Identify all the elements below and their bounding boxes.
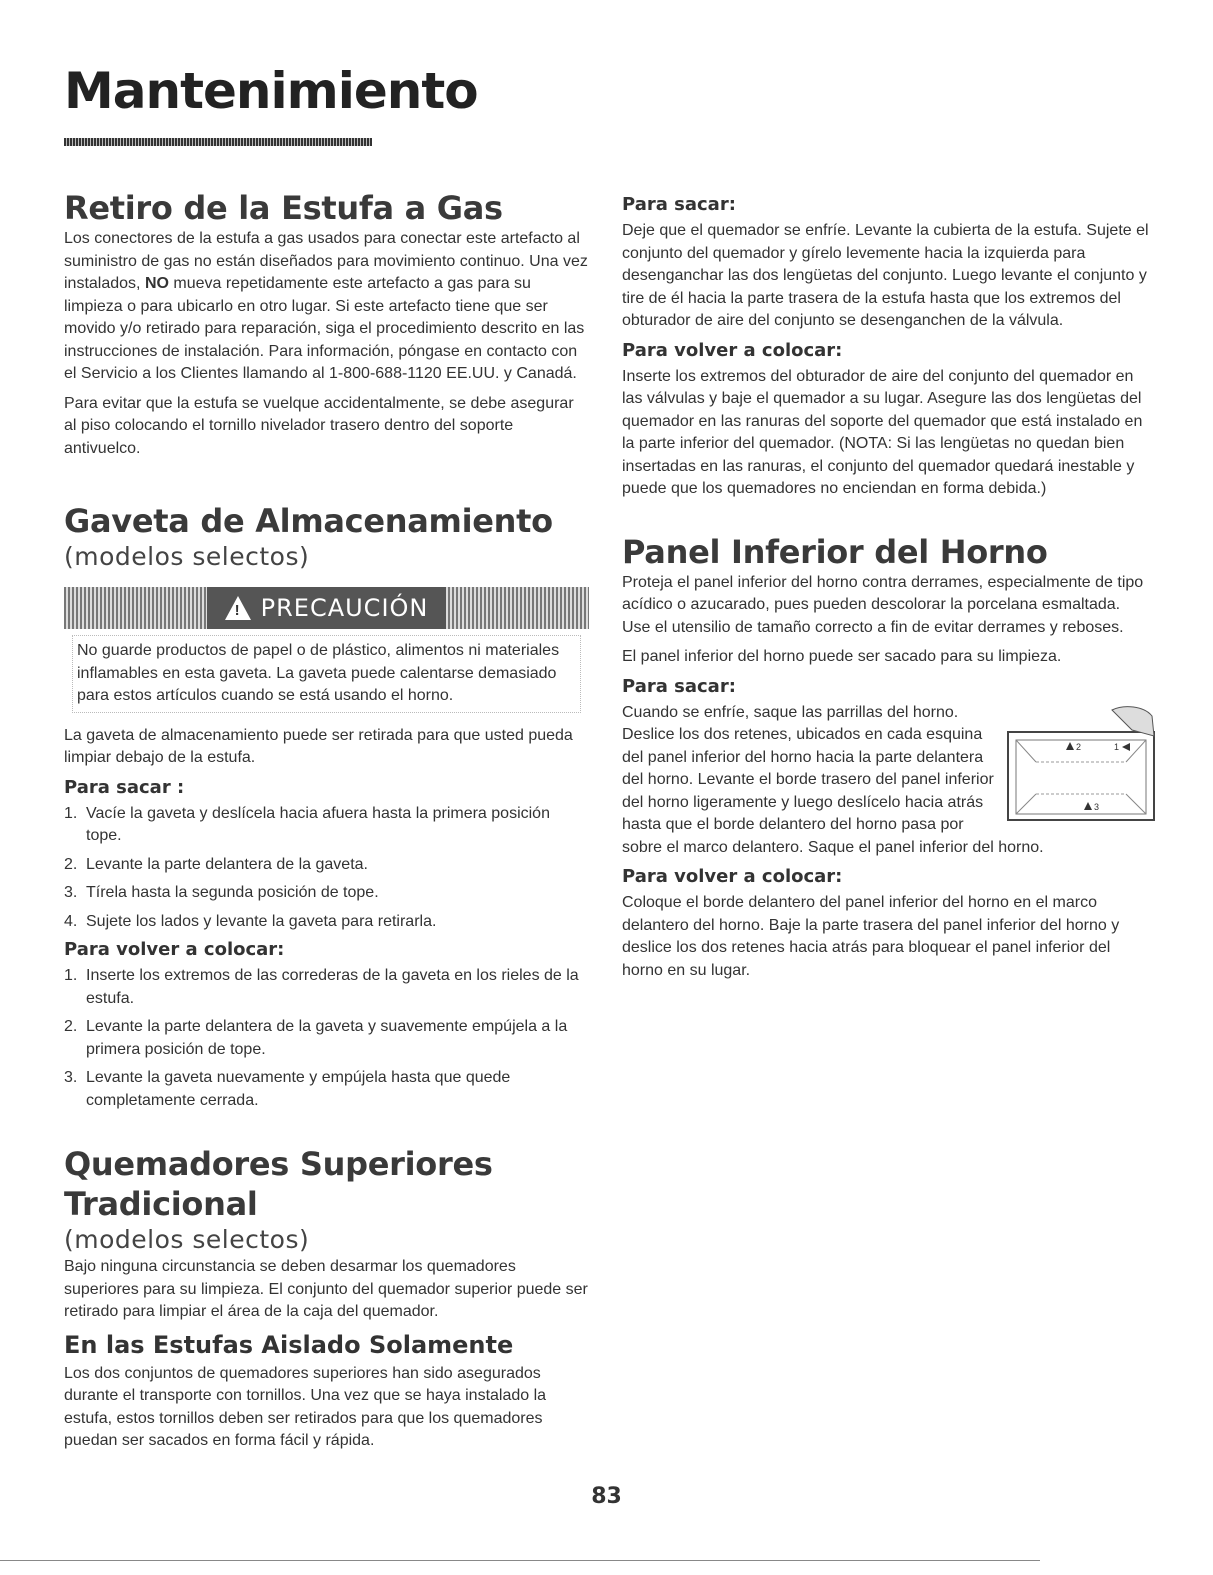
arrow-left-icon	[1122, 743, 1130, 751]
caution-label: PRECAUCIÓN	[260, 594, 429, 622]
quemador-volver-heading: Para volver a colocar:	[622, 339, 843, 361]
gaveta-volver-steps	[64, 965, 589, 1112]
panel-sacar-heading: Para sacar:	[622, 675, 736, 697]
gaveta-intro: La gaveta de almacenamiento puede ser retirada para que usted pueda limpiar debajo de la estufa.	[64, 726, 573, 766]
gaveta-sacar-steps	[64, 803, 589, 934]
arrow-up-icon	[1066, 742, 1074, 750]
page-number: 83	[591, 1484, 622, 1509]
title-rule	[64, 138, 372, 146]
quemador-sacar-text: Deje que el quemador se enfríe. Levante la cubierta de la estufa. Sujete el conjunto del quemador y gírelo levemente hacia la izquierda para desenganchar las dos lengüetas del conjunto. Luego levante el conjunto y tire de él hacia la parte trasera de la estufa hasta que los extremos del obturador de aire del conjunto se desenganchen de la válvula.	[622, 222, 1149, 329]
retiro-paragraph-2: Para evitar que la estufa se vuelque accidentalmente, se debe asegurar al piso colocando el tornillo nivelador trasero dentro del soporte antivuelco.	[64, 394, 574, 457]
list-item: 1. Inserte los extremos de las correderas de la gaveta en los rieles de la estufa.	[64, 967, 579, 1007]
panel-volver-text: Coloque el borde delantero del panel inferior del horno en el marco delantero del horno. Baje la parte trasera del panel inferior del horno y deslice los dos retenes hacia atrás para bloquear el panel inferior del horno en su lugar.	[622, 894, 1120, 979]
list-item: 2. Levante la parte delantera de la gaveta y suavemente empújela a la primera posición de tope.	[64, 1018, 568, 1058]
list-item: 2. Levante la parte delantera de la gaveta.	[64, 855, 368, 873]
page-title: Mantenimiento	[64, 62, 478, 120]
quemador-volver-text: Inserte los extremos del obturador de aire del conjunto del quemador en las válvulas y baje el quemador a su lugar. Asegure las dos lengüetas del quemador en las ranuras del soporte del quemador que está instalado en la parte inferior del quemador. (NOTA: Si las lengüetas no quedan bien insertadas en las ranuras, el conjunto del quemador quedará inestable y puede que los quemadores no enciendan en forma debida.)	[622, 367, 1143, 497]
section-heading-retiro: Retiro de la Estufa a Gas	[64, 189, 503, 227]
gaveta-subtitle: (modelos selectos)	[64, 542, 310, 571]
diagram-label-1: 1	[1114, 741, 1120, 752]
section-heading-panel: Panel Inferior del Horno	[622, 532, 1048, 571]
gaveta-sacar-heading: Para sacar :	[64, 776, 185, 798]
bottom-rule	[0, 1560, 1040, 1561]
quemadores-paragraph-2: Los dos conjuntos de quemadores superiores han sido asegurados durante el transporte con tornillos. Una vez que se haya instalado la estufa, estos tornillos deben ser retirados para que los quemadores puedan ser sacados en forma fácil y rápida.	[64, 1364, 547, 1449]
quemadores-paragraph-1: Bajo ninguna circunstancia se deben desarmar los quemadores superiores para su limpieza. El conjunto del quemador superior puede ser retirado para limpiar el área de la caja del quemador.	[64, 1258, 588, 1320]
panel-paragraph-1: Proteja el panel inferior del horno contra derrames, especialmente de tipo acídico o azucarado, pues pueden descolorar la porcelana esmaltada. Use el utensilio de tamaño correcto a fin de evitar derrames y reboses.	[622, 573, 1144, 636]
section-heading-quemadores-line2: Tradicional	[64, 1185, 258, 1223]
list-item: 3. Tírela hasta la segunda posición de tope.	[64, 884, 379, 901]
quemador-sacar-heading: Para sacar:	[622, 194, 736, 215]
panel-sacar-text: Cuando se enfríe, saque las parrillas del horno. Deslice los dos retenes, ubicados en cada esquina del panel inferior del horno hacia la parte delantera del horno. Levante el borde trasero del panel inferior del horno ligeramente y luego deslícelo hacia atrás hasta que el borde delantero del horno pasa por sobre el marco delantero. Saque el panel inferior del horno.	[622, 703, 1044, 856]
gaveta-volver-heading: Para volver a colocar:	[64, 939, 285, 960]
list-item: 3. Levante la gaveta nuevamente y empújela hasta que quede completamente cerrada.	[64, 1069, 511, 1109]
right-column	[622, 190, 1152, 989]
section-heading-quemadores-line1: Quemadores Superiores	[64, 1145, 493, 1183]
panel-volver-heading: Para volver a colocar:	[622, 866, 843, 887]
arrow-up-icon	[1084, 802, 1092, 810]
warning-triangle-icon: !	[225, 596, 251, 620]
diagram-label-3: 3	[1094, 801, 1100, 812]
caution-banner	[64, 587, 589, 629]
retiro-paragraph-1: Los conectores de la estufa a gas usados para conectar este artefacto al suministro de gas no están diseñados para movimiento continuo. Una vez instalados, NO mueva repetidamente este artefacto a gas para su limpieza o para ubicarlo en otro lugar. Si este artefacto tiene que ser movido y/o retirado para reparación, siga el procedimiento descrito en las instrucciones de instalación. Para información, póngase en contacto con el Servicio a los Clientes llamando al 1-800-688-1120 EE.UU. y Canadá.	[64, 230, 588, 382]
panel-paragraph-2: El panel inferior del horno puede ser sacado para su limpieza.	[622, 648, 1062, 665]
quemadores-subtitle: (modelos selectos)	[64, 1225, 310, 1254]
aislado-heading: En las Estufas Aislado Solamente	[64, 1330, 514, 1359]
list-item: 4. Sujete los lados y levante la gaveta para retirarla.	[64, 912, 437, 930]
section-heading-gaveta: Gaveta de Almacenamiento	[64, 502, 553, 540]
caution-text: No guarde productos de papel o de plástico, alimentos ni materiales inflamables en esta gaveta. La gaveta puede calentarse demasiado para estos artículos cuando se está usando el horno.	[72, 635, 581, 713]
diagram-label-2: 2	[1076, 741, 1082, 752]
left-column	[64, 188, 589, 1460]
oven-bottom-panel-diagram	[1006, 702, 1158, 824]
list-item: 1. Vacíe la gaveta y deslícela hacia afuera hasta la primera posición tope.	[64, 804, 550, 844]
